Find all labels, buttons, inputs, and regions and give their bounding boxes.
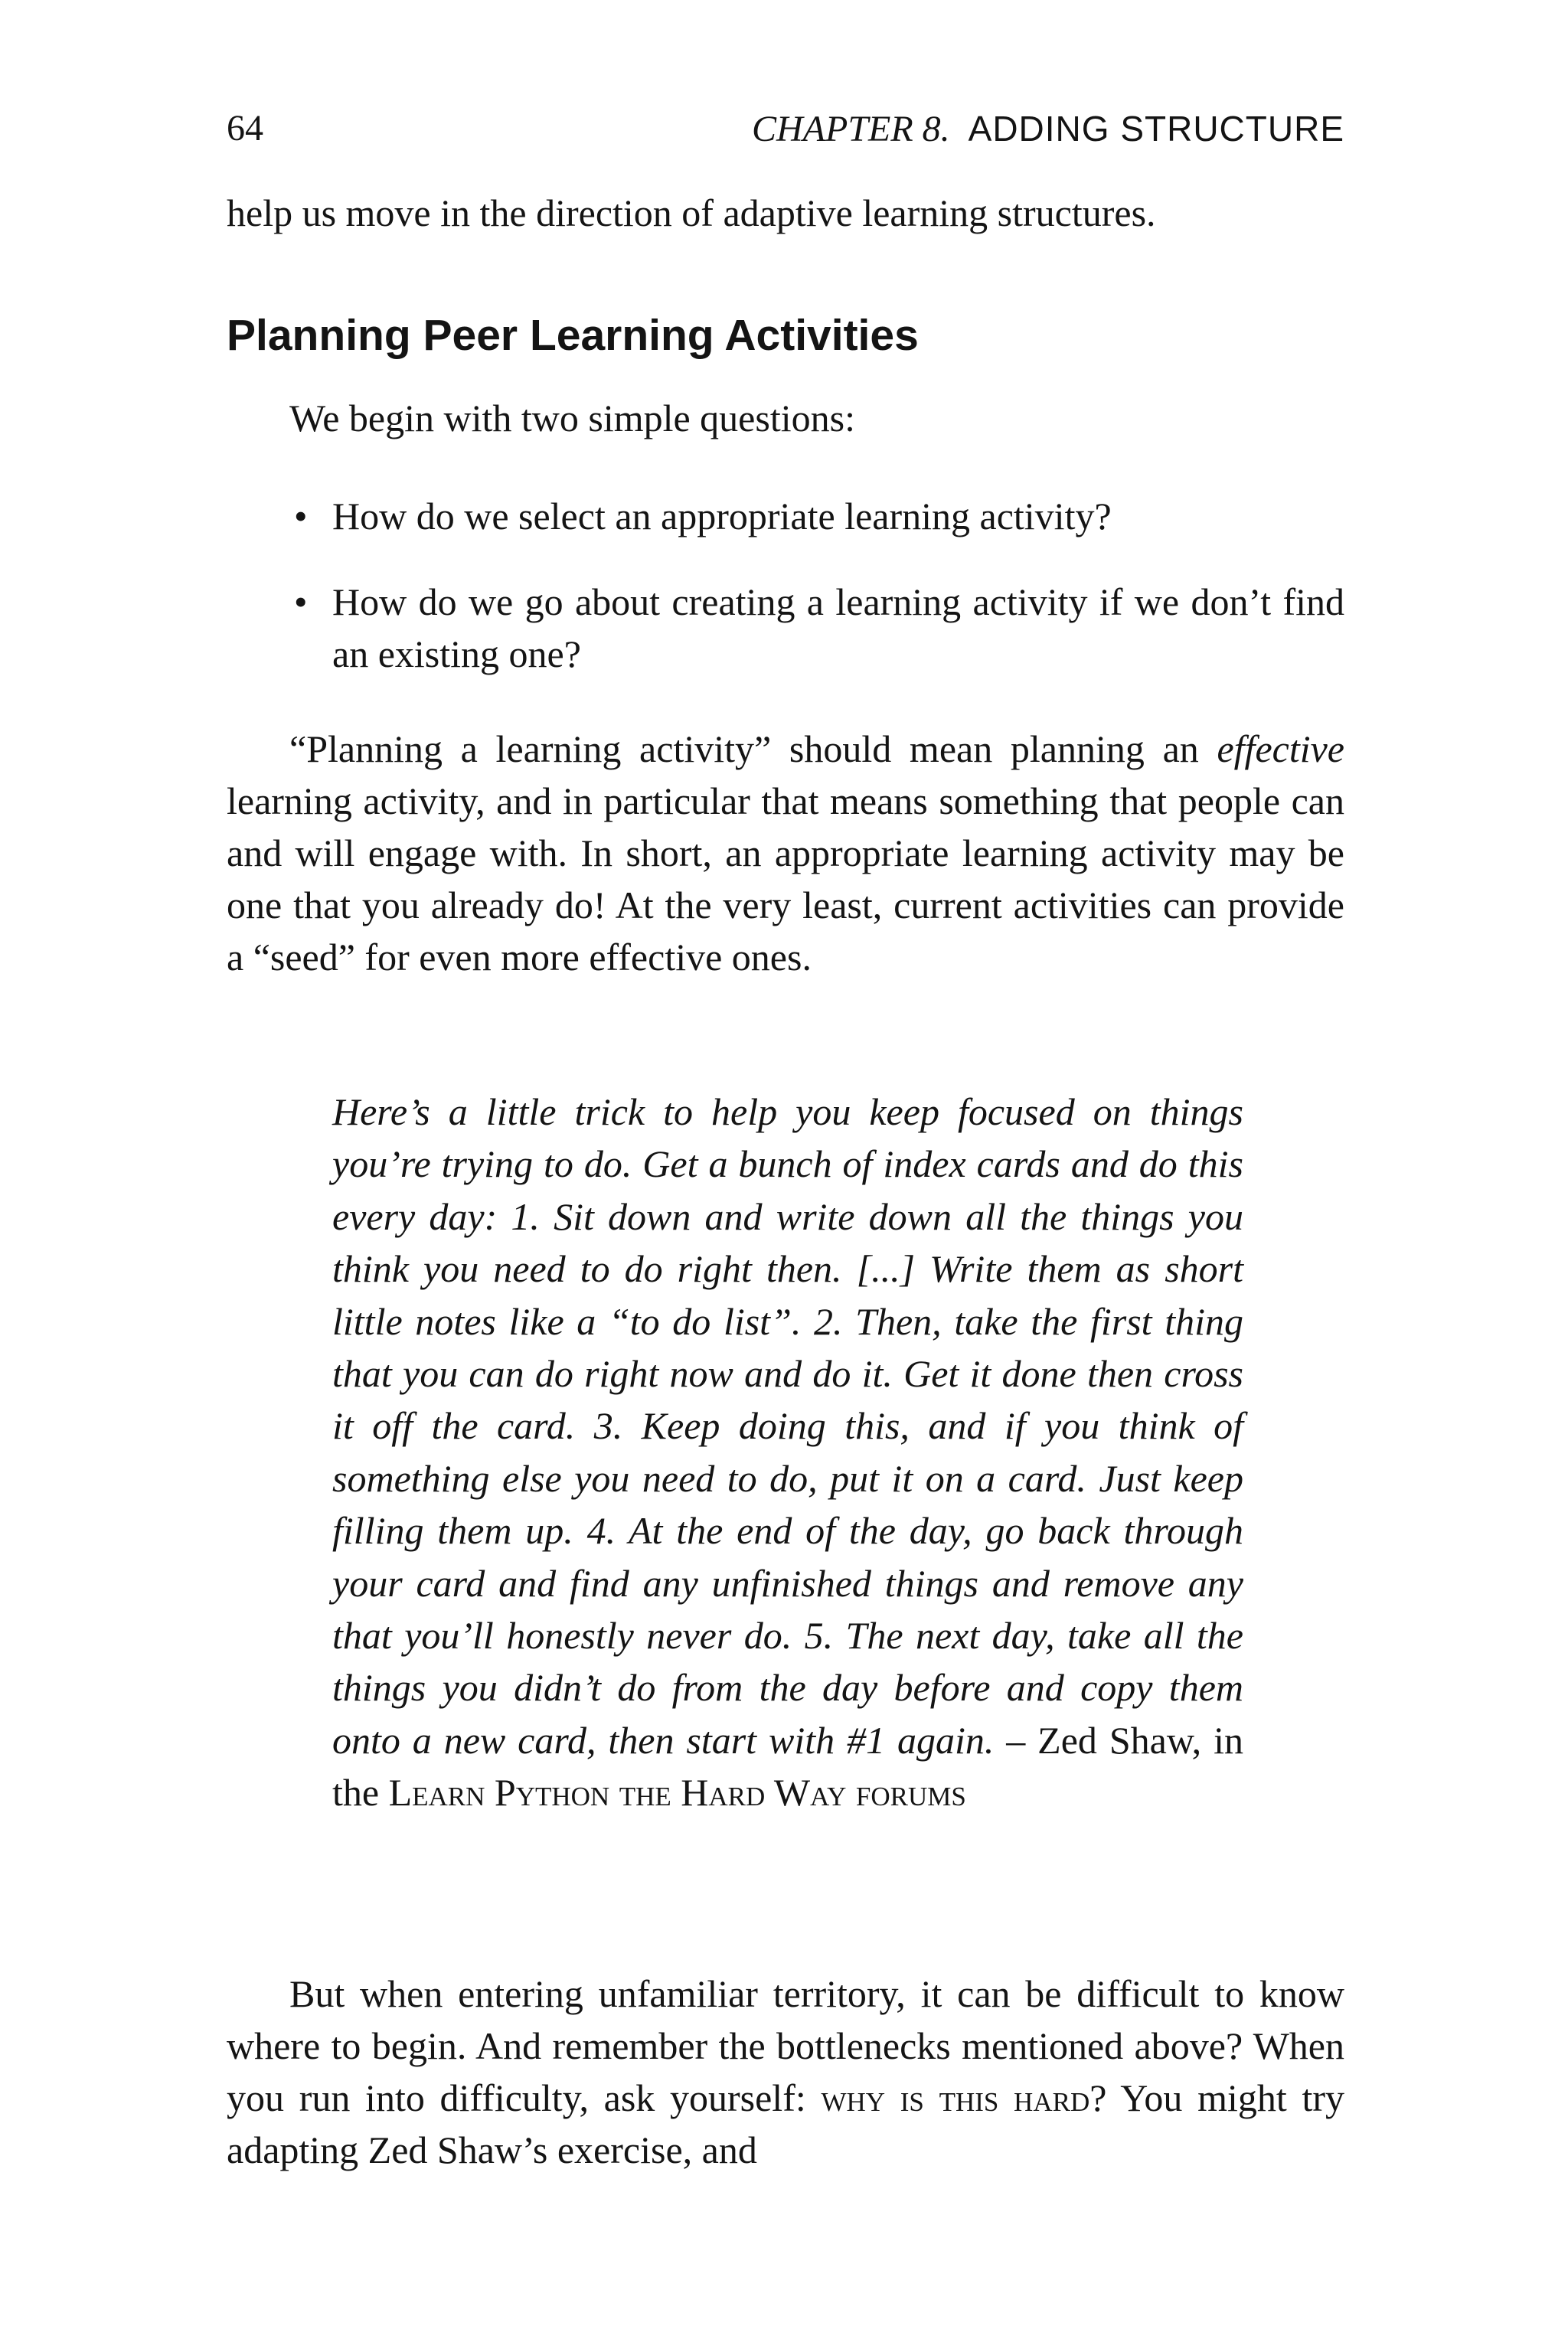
- section-heading: Planning Peer Learning Activities: [227, 311, 919, 360]
- list-item-text: How do we select an appropriate learning activity?: [332, 495, 1112, 537]
- running-header: [227, 106, 1344, 152]
- question-list: [289, 490, 1344, 714]
- planning-text-rest: learning activity, and in particular that means something that people can and will engage with. In short, an appropriate learning activity may be one that you already do! At the very least, current activities can provide a “seed” for even more effective ones.: [227, 779, 1344, 978]
- page-number: 64: [227, 108, 263, 149]
- list-item: [289, 490, 1344, 542]
- bullet-icon: •: [294, 495, 308, 537]
- chapter-title: ADDING STRUCTURE: [968, 109, 1344, 149]
- list-item: [289, 576, 1344, 680]
- planning-paragraph: [227, 723, 1344, 983]
- final-text-start: But when entering unfamiliar territory, it can be difficult to know where to begin. And remember the bottlenecks mentioned above? When you run into difficulty, ask yourself:: [227, 1972, 1344, 2119]
- planning-emphasis: effective: [1217, 727, 1344, 770]
- attribution-prefix: – Zed Shaw, in the: [332, 1718, 1243, 1815]
- section-intro: We begin with two simple questions:: [289, 397, 855, 439]
- planning-text-start: “Planning a learning activity” should mean planning an: [289, 727, 1217, 770]
- continued-paragraph: help us move in the direction of adaptive learning structures.: [227, 191, 1156, 234]
- chapter-label: CHAPTER 8.: [752, 109, 950, 149]
- final-emphasis: why is this hard: [821, 2076, 1090, 2119]
- chapter-header: [752, 106, 1344, 152]
- bullet-icon: •: [294, 580, 308, 623]
- list-item-text: How do we go about creating a learning activity if we don’t find an existing one?: [332, 580, 1344, 675]
- attribution-source: Learn Python the Hard Way forums: [388, 1771, 966, 1815]
- block-quote: [332, 1086, 1243, 1819]
- quote-text: Here’s a little trick to help you keep focused on things you’re trying to do. Get a bunch of index cards and do this every day: 1. Sit down and write down all the things you think you need to do right then. [...] Write them as short little notes like a “to do list”. 2. Then, take the first thing that you can do right now and do it. Get it done then cross it off the card. 3. Keep doing this, and if you think of something else you need to do, put it on a card. Just keep filling them up. 4. At the end of the day, go back through your card and find any unfinished things and remove any that you’ll honestly never do. 5. The next day, take all the things you didn’t do from the day before and copy them onto a new card, then start with #1 again.: [332, 1090, 1243, 1762]
- final-text-rest: ? You might try adapting Zed Shaw’s exercise, and: [227, 2076, 1344, 2171]
- final-paragraph: [227, 1968, 1344, 2176]
